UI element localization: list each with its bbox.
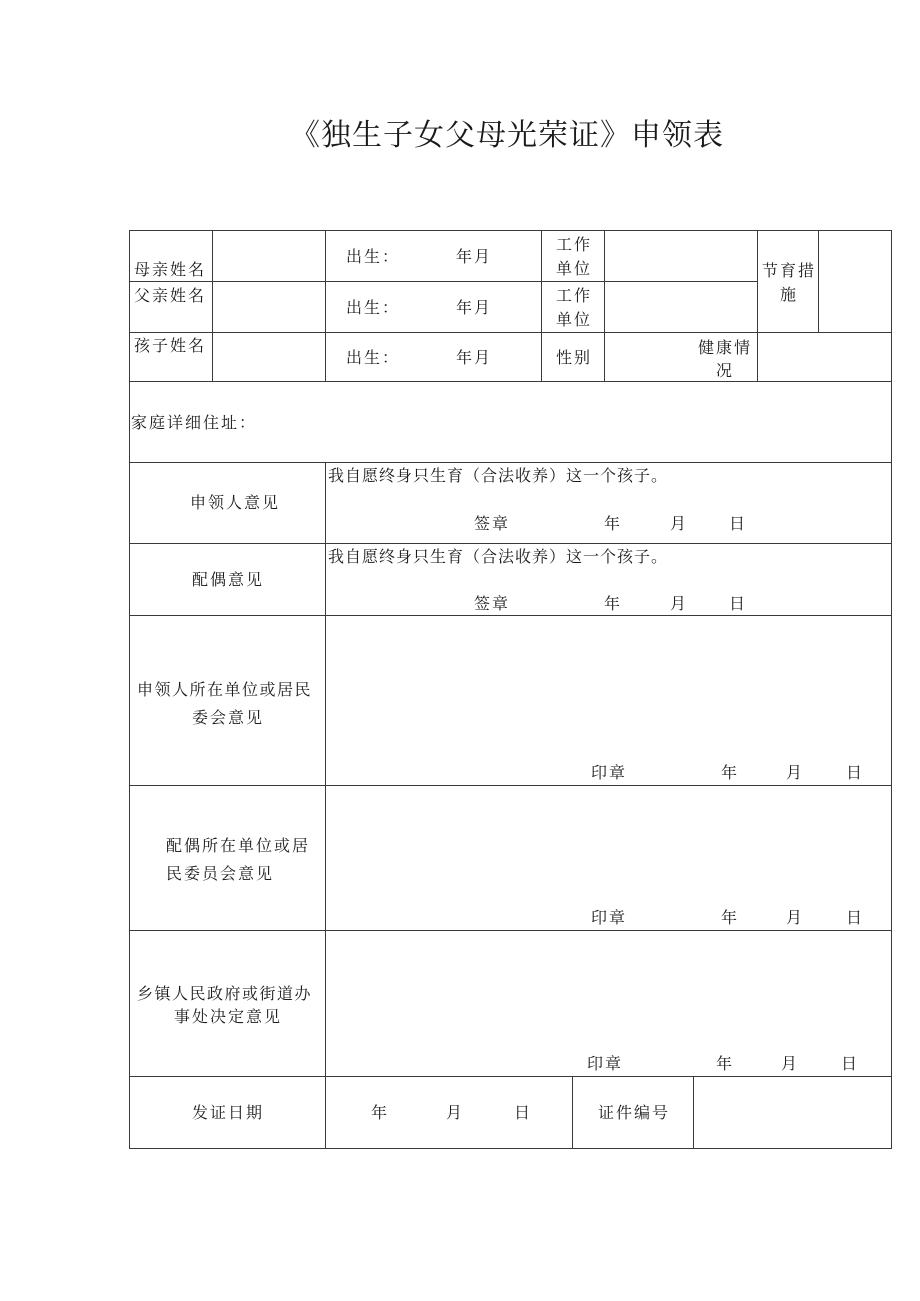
government-seal-month: 月	[781, 1054, 800, 1073]
certificate-number-label: 证件编号	[598, 1103, 671, 1122]
issue-date-month: 月	[446, 1103, 465, 1122]
spouse-unit-seal-year: 年	[721, 908, 740, 927]
child-gender-label: 性别	[556, 348, 593, 367]
contraception-label-line2: 施	[780, 285, 799, 304]
child-health-label-line1: 健康情	[698, 338, 753, 357]
father-work-unit-field[interactable]	[605, 282, 757, 332]
mother-name-field[interactable]	[213, 231, 325, 281]
child-birth-year-month: 年月	[456, 348, 493, 367]
applicant-sign-year: 年	[604, 514, 623, 533]
spouse-sign-label: 签章	[474, 594, 511, 613]
father-work-unit-label-line1: 工作	[556, 286, 593, 305]
spouse-sign-month: 月	[670, 594, 689, 613]
applicant-unit-seal-month: 月	[786, 763, 805, 782]
child-birth-label: 出生：	[346, 348, 401, 367]
mother-work-unit-label-line2: 单位	[556, 259, 593, 278]
applicant-unit-opinion-label-line2: 委会意见	[192, 708, 265, 727]
page-title: 《独生子女父母光荣证》申领表	[290, 118, 724, 153]
applicant-sign-day: 日	[729, 514, 748, 533]
applicant-unit-opinion-label-line1: 申领人所在单位或居民	[137, 680, 313, 699]
spouse-opinion-label: 配偶意见	[192, 570, 265, 589]
applicant-opinion-label: 申领人意见	[190, 493, 281, 512]
applicant-unit-seal-year: 年	[721, 763, 740, 782]
issue-date-label: 发证日期	[192, 1103, 265, 1122]
applicant-opinion-statement: 我自愿终身只生育（合法收养）这一个孩子。	[328, 466, 669, 485]
child-name-label: 孩子姓名	[134, 336, 207, 355]
issue-date-year: 年	[371, 1103, 390, 1122]
certificate-number-field[interactable]	[694, 1077, 891, 1148]
mother-name-label: 母亲姓名	[134, 260, 207, 279]
spouse-sign-day: 日	[729, 594, 748, 613]
spouse-unit-opinion-label-line1: 配偶所在单位或居	[166, 836, 311, 855]
government-seal-year: 年	[716, 1054, 735, 1073]
government-seal-day: 日	[841, 1054, 860, 1073]
government-opinion-field[interactable]	[326, 931, 891, 1046]
contraception-label-line1: 节育措	[762, 261, 817, 280]
mother-birth-label: 出生：	[346, 247, 401, 266]
government-opinion-label-line1: 乡镇人民政府或街道办	[137, 984, 313, 1003]
applicant-sign-month: 月	[670, 514, 689, 533]
spouse-unit-opinion-label-line2: 民委员会意见	[166, 864, 275, 883]
government-seal-label: 印章	[587, 1054, 624, 1073]
father-name-label: 父亲姓名	[134, 286, 207, 305]
spouse-unit-seal-label: 印章	[591, 908, 628, 927]
issue-date-day: 日	[514, 1103, 533, 1122]
child-name-field[interactable]	[213, 333, 325, 381]
child-health-label-line2: 况	[716, 361, 735, 380]
home-address-field[interactable]	[260, 383, 890, 461]
home-address-label: 家庭详细住址：	[131, 413, 258, 432]
spouse-unit-seal-day: 日	[846, 908, 865, 927]
father-name-field[interactable]	[213, 282, 325, 332]
father-birth-year-month: 年月	[456, 298, 493, 317]
applicant-sign-label: 签章	[474, 514, 511, 533]
government-opinion-label-line2: 事处决定意见	[174, 1007, 283, 1026]
father-work-unit-label-line2: 单位	[556, 310, 593, 329]
mother-birth-year-month: 年月	[456, 247, 493, 266]
child-health-field[interactable]	[758, 333, 891, 381]
spouse-sign-year: 年	[604, 594, 623, 613]
applicant-unit-opinion-field[interactable]	[326, 616, 891, 756]
spouse-unit-opinion-field[interactable]	[326, 786, 891, 901]
father-birth-label: 出生：	[346, 298, 401, 317]
applicant-unit-seal-label: 印章	[591, 763, 628, 782]
mother-work-unit-label-line1: 工作	[556, 235, 593, 254]
spouse-unit-seal-month: 月	[786, 908, 805, 927]
applicant-unit-seal-day: 日	[846, 763, 865, 782]
contraception-field[interactable]	[819, 231, 891, 332]
mother-work-unit-field[interactable]	[605, 231, 757, 281]
spouse-opinion-statement: 我自愿终身只生育（合法收养）这一个孩子。	[328, 547, 669, 566]
